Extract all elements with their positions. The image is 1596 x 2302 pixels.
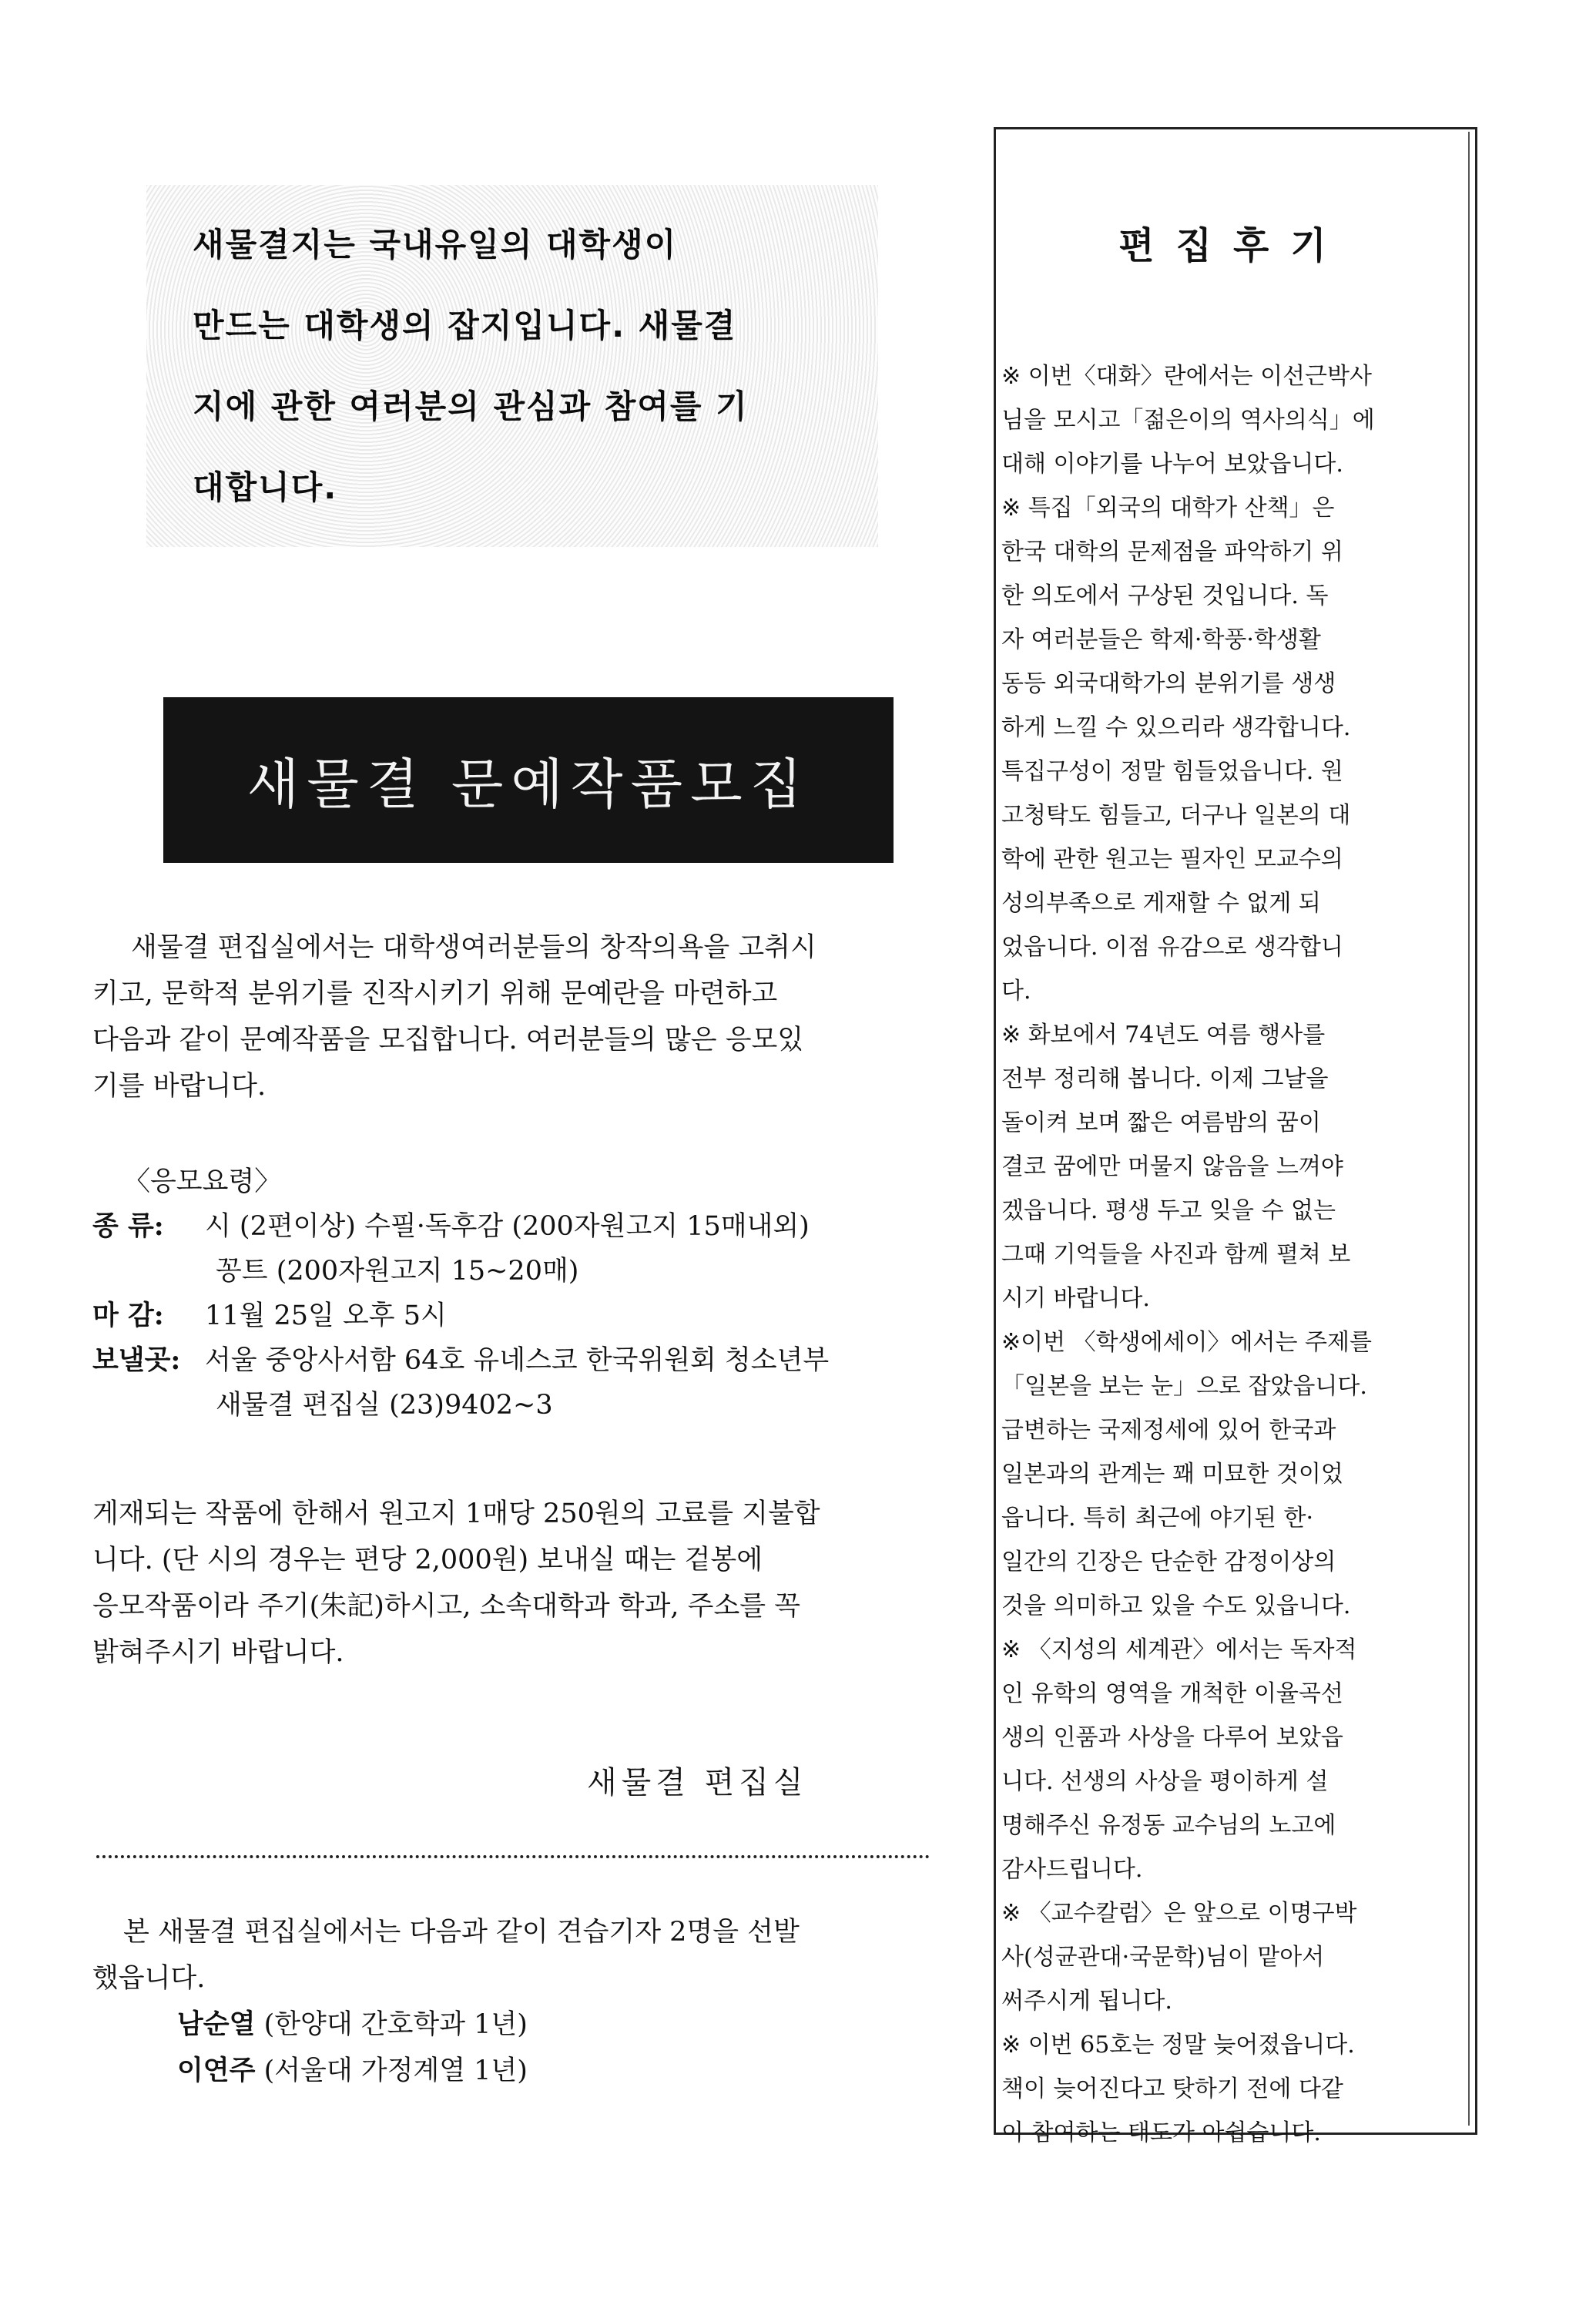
note-line: 동등 외국대학가의 분위기를 생생 [1001, 670, 1336, 697]
address-label: 보낼곳: [92, 1344, 181, 1376]
type-value-continued: 꽁트 (200자원고지 15~20매) [216, 1256, 579, 1287]
note-line: ※이번 〈학생에세이〉에서는 주제를 [1001, 1329, 1372, 1356]
deadline-value: 11월 25일 오후 5시 [205, 1300, 447, 1331]
paragraph-line: 새물결 편집실에서는 대학생여러분들의 창작의욕을 고취시 [131, 932, 816, 963]
note-line: 자 여러분들은 학제·학풍·학생활 [1001, 626, 1321, 653]
note-line: ※ 〈지성의 세계관〉에서는 독자적 [1001, 1636, 1357, 1663]
asterisk-mark-icon: ※ [1001, 1636, 1021, 1663]
note-line: 돌이켜 보며 짧은 여름밤의 꿈이 [1001, 1109, 1321, 1136]
intro-line: 새물결지는 국내유일의 대학생이 [193, 226, 678, 263]
requirement-deadline [92, 1294, 829, 1338]
asterisk-mark-icon: ※ [1001, 1022, 1021, 1049]
editors-note-title: 편집후기 [1118, 224, 1348, 267]
editorial-signature: 새물결 편집실 [587, 1765, 808, 1800]
note-line: 한국 대학의 문제점을 파악하기 위 [1001, 539, 1343, 565]
note-line: 대해 이야기를 나누어 보았읍니다. [1001, 451, 1343, 478]
note-line: 다. [1001, 978, 1031, 1005]
announcement-paragraph [92, 924, 816, 1109]
asterisk-mark-icon: ※ [1001, 1329, 1021, 1356]
requirements-heading: 〈응모요령〉 [123, 1166, 282, 1197]
note-line: 책이 늦어진다고 탓하기 전에 다같 [1001, 2075, 1343, 2102]
trainee-name: 남순열 [177, 2009, 256, 2040]
note-line: 겠읍니다. 평생 두고 잊을 수 없는 [1001, 1197, 1336, 1224]
requirement-type [92, 1204, 829, 1249]
note-line: 「일본을 보는 눈」으로 잡았읍니다. [1001, 1373, 1367, 1400]
paragraph-line: 기를 바랍니다. [92, 1071, 267, 1102]
note-line: 이 참여하는 태도가 아쉽습니다. [1001, 2119, 1321, 2146]
address-value-continued: 새물결 편집실 (23)9402~3 [216, 1390, 553, 1421]
note-line: 었읍니다. 이점 유감으로 생각합니 [1001, 934, 1343, 961]
note-line: 하게 느낄 수 있으리라 생각합니다. [1001, 714, 1351, 741]
trainee-name: 이연주 [177, 2055, 256, 2086]
note-line: 급변하는 국제정세에 있어 한국과 [1001, 1417, 1336, 1444]
note-line: 고청탁도 힘들고, 더구나 일본의 대 [1001, 802, 1351, 829]
type-label: 종 류: [92, 1210, 164, 1242]
note-line: 생의 인품과 사상을 다루어 보았읍 [1001, 1724, 1343, 1751]
trainee-section [92, 1909, 800, 2094]
paragraph-line: 밝혀주시기 바랍니다. [92, 1637, 344, 1668]
note-line: 님을 모시고「젊은이의 역사의식」에 [1001, 407, 1375, 434]
note-line: 일본과의 관계는 꽤 미묘한 것이었 [1001, 1461, 1343, 1488]
banner-title: 새물결 문예작품모집 [246, 753, 810, 816]
note-line: 니다. 선생의 사상을 평이하게 설 [1001, 1768, 1329, 1795]
note-line: 그때 기억들을 사진과 함께 펼쳐 보 [1001, 1241, 1351, 1268]
note-line: 것을 의미하고 있을 수도 있읍니다. [1001, 1592, 1351, 1619]
note-line: 성의부족으로 게재할 수 없게 되 [1001, 890, 1321, 917]
intro-box [146, 185, 878, 547]
note-line: 써주시게 됩니다. [1001, 1988, 1172, 2015]
note-line: 감사드립니다. [1001, 1856, 1143, 1883]
trainee-detail: (한양대 간호학과 1년) [263, 2009, 528, 2040]
paragraph-line: 응모작품이라 주기(朱記)하시고, 소속대학과 학과, 주소를 꼭 [92, 1591, 801, 1622]
asterisk-mark-icon: ※ [1001, 1900, 1021, 1927]
note-line: ※ 화보에서 74년도 여름 행사를 [1001, 1022, 1326, 1049]
note-line: 명해주신 유정동 교수님의 노고에 [1001, 1812, 1336, 1839]
note-line: 특집구성이 정말 힘들었읍니다. 원 [1001, 758, 1343, 785]
asterisk-mark-icon: ※ [1001, 363, 1021, 390]
trainee-entry [92, 2048, 800, 2094]
trainee-intro: 본 새물결 편집실에서는 다음과 같이 견습기자 2명을 선발 [123, 1917, 800, 1948]
trainee-entry [92, 2002, 800, 2048]
note-line: 결코 꿈에만 머물지 않음을 느껴야 [1001, 1153, 1343, 1180]
intro-line: 만드는 대학생의 잡지입니다. 새물결 [193, 307, 737, 344]
contest-banner [163, 697, 894, 863]
requirements-section [92, 1159, 829, 1428]
type-value: 시 (2편이상) 수필·독후감 (200자원고지 15매내외) [205, 1211, 810, 1242]
editors-note-body [1001, 354, 1456, 2155]
note-line: 학에 관한 원고는 필자인 모교수의 [1001, 846, 1343, 873]
note-line: 인 유학의 영역을 개척한 이율곡선 [1001, 1680, 1343, 1707]
deadline-label: 마 감: [92, 1300, 164, 1331]
note-line: 한 의도에서 구상된 것입니다. 독 [1001, 582, 1329, 609]
asterisk-mark-icon: ※ [1001, 495, 1021, 522]
note-line: 전부 정리해 봅니다. 이제 그날을 [1001, 1065, 1329, 1092]
intro-line: 대합니다. [193, 468, 338, 506]
dotted-divider [96, 1855, 930, 1858]
note-line: ※ 이번〈대화〉란에서는 이선근박사 [1001, 363, 1372, 390]
note-line: 읍니다. 특히 최근에 야기된 한· [1001, 1505, 1313, 1532]
note-line: ※ 〈교수칼럼〉은 앞으로 이명구박 [1001, 1900, 1357, 1927]
paragraph-line: 다음과 같이 문예작품을 모집합니다. 여러분들의 많은 응모있 [92, 1025, 804, 1055]
note-line: ※ 특집「외국의 대학가 산책」은 [1001, 495, 1335, 522]
intro-line: 지에 관한 여러분의 관심과 참여를 기 [193, 388, 749, 425]
payment-paragraph [92, 1491, 820, 1676]
trainee-intro-continued: 했읍니다. [92, 1963, 206, 1994]
requirement-address [92, 1338, 829, 1383]
address-value: 서울 중앙사서함 64호 유네스코 한국위원회 청소년부 [205, 1345, 830, 1376]
paragraph-line: 키고, 문학적 분위기를 진작시키기 위해 문예란을 마련하고 [92, 978, 778, 1009]
paragraph-line: 니다. (단 시의 경우는 편당 2,000원) 보내실 때는 겉봉에 [92, 1545, 763, 1575]
note-line: 사(성균관대·국문학)님이 맡아서 [1001, 1944, 1325, 1971]
paragraph-line: 게재되는 작품에 한해서 원고지 1매당 250원의 고료를 지불합 [92, 1498, 820, 1529]
asterisk-mark-icon: ※ [1001, 2032, 1021, 2059]
trainee-detail: (서울대 가정계열 1년) [263, 2055, 528, 2086]
note-line: 일간의 긴장은 단순한 감정이상의 [1001, 1549, 1336, 1575]
note-line: 시기 바랍니다. [1001, 1285, 1150, 1312]
note-line: ※ 이번 65호는 정말 늦어졌읍니다. [1001, 2032, 1355, 2059]
